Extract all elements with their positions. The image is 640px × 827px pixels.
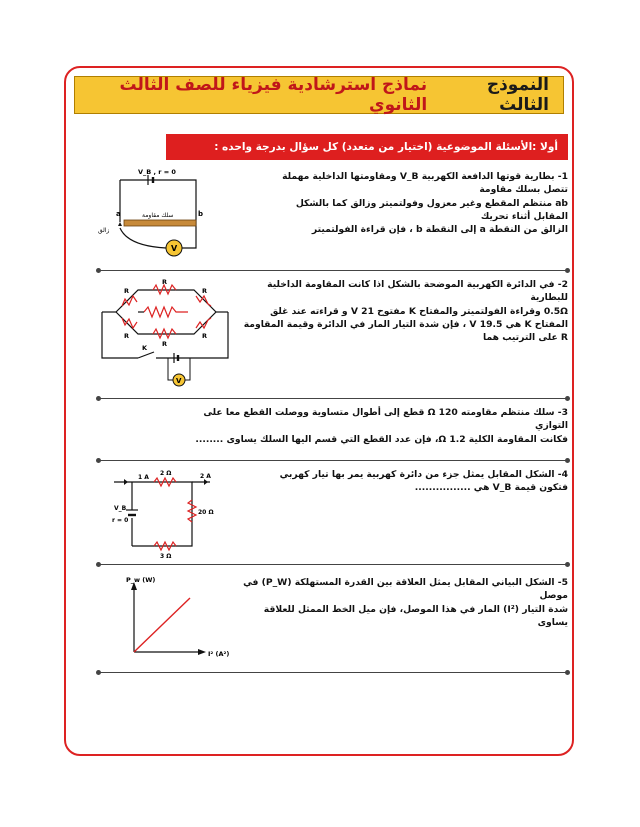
figure-5-graph <box>112 574 242 668</box>
svg-text:V: V <box>171 244 178 253</box>
svg-text:V_B: V_B <box>114 505 127 512</box>
svg-text:V_B , r = 0: V_B , r = 0 <box>138 168 176 176</box>
svg-text:زالق: زالق <box>98 227 110 234</box>
question-line: في الدائرة الكهربية الموضحة بالشكل اذا كانت المقاومة الداخلية للبطارية <box>267 279 568 304</box>
svg-text:2 Ω: 2 Ω <box>160 470 172 477</box>
question-5-text <box>240 576 568 629</box>
question-3-text <box>190 406 568 446</box>
svg-text:2 A: 2 A <box>200 473 211 480</box>
question-line: ab منتظم المقطع وغير معزول وفولتميتر وزالق كما بالشكل المقابل أثناء تحريك <box>295 197 568 222</box>
figure-4-circuit <box>110 470 220 560</box>
separator <box>98 672 568 673</box>
title-banner <box>74 76 564 114</box>
title-main: النموذج الثالث <box>486 75 549 115</box>
question-number: 2- <box>557 279 568 290</box>
question-1-text <box>260 170 568 236</box>
figure-1-circuit <box>98 166 218 266</box>
svg-text:K: K <box>142 344 148 352</box>
question-line: بطارية قوتها الدافعة الكهربية V_B ومقاومتها الداخلية مهملة تتصل بسلك مقاومة <box>282 171 568 196</box>
svg-text:R: R <box>124 287 130 295</box>
svg-text:r = 0: r = 0 <box>112 517 129 524</box>
svg-text:R: R <box>162 340 168 348</box>
separator <box>98 270 568 271</box>
svg-text:b: b <box>198 210 204 218</box>
svg-text:R: R <box>124 332 130 340</box>
question-number: 1- <box>557 171 568 182</box>
question-4-text <box>250 468 568 495</box>
question-line: سلك منتظم مقاومته 120 Ω قطع إلى أطوال متساوية ووصلت القطع معا على التوازي <box>203 407 568 432</box>
svg-text:سلك مقاومة: سلك مقاومة <box>142 212 174 219</box>
question-line: R على الترتيب هما <box>483 332 568 344</box>
svg-text:20 Ω: 20 Ω <box>198 509 214 516</box>
svg-text:R: R <box>162 278 168 286</box>
question-number: 5- <box>557 577 568 588</box>
separator <box>98 398 568 399</box>
svg-text:V: V <box>176 377 182 385</box>
svg-text:I² (A²): I² (A²) <box>208 650 230 658</box>
question-line: 0.5Ω وقراءة الفولتميتر والمفتاح K مفتوح 21 V و قراءته عند غلق <box>270 305 568 317</box>
svg-text:R: R <box>202 332 208 340</box>
question-number: 3- <box>557 407 568 418</box>
question-line: المفتاح K هي 19.5 V ، فإن شدة التيار المار في الدائرة وقيمة المقاومة <box>243 318 568 330</box>
svg-text:P_w (W): P_w (W) <box>126 576 156 584</box>
question-number: 4- <box>557 469 568 480</box>
title-subtitle: نماذج استرشادية فيزياء للصف الثالث الثانوي <box>119 75 428 115</box>
question-line: فكانت المقاومة الكلية 1.2 Ω، فإن عدد القطع التي قسم اليها السلك يساوى ........ <box>195 433 568 445</box>
question-line: شدة التيار (I²) المار في هذا الموصل، فإن ميل الخط الممثل للعلاقة يساوى <box>263 603 568 628</box>
separator <box>98 564 568 565</box>
figure-2-circuit <box>98 276 238 388</box>
svg-text:1 A: 1 A <box>138 474 149 481</box>
question-line: الشكل البياني المقابل يمثل العلاقة بين القدرة المستهلكة (P_W) في موصل <box>243 577 568 602</box>
svg-text:3 Ω: 3 Ω <box>160 553 172 560</box>
section-heading: أولا :الأسئلة الموضوعية (اختيار من متعدد) كل سؤال بدرجة واحده : <box>166 134 568 160</box>
question-2-text <box>240 278 568 344</box>
svg-text:a: a <box>116 210 121 218</box>
question-line: الزالق من النقطة a إلى النقطة b ، فإن قراءة الفولتميتر <box>311 224 568 236</box>
svg-text:R: R <box>202 287 208 295</box>
question-line: فتكون قيمة V_B هي ................ <box>414 482 568 494</box>
question-line: الشكل المقابل يمثل جزء من دائرة كهربية يمر بها تيار كهربي <box>279 469 555 480</box>
separator <box>98 460 568 461</box>
